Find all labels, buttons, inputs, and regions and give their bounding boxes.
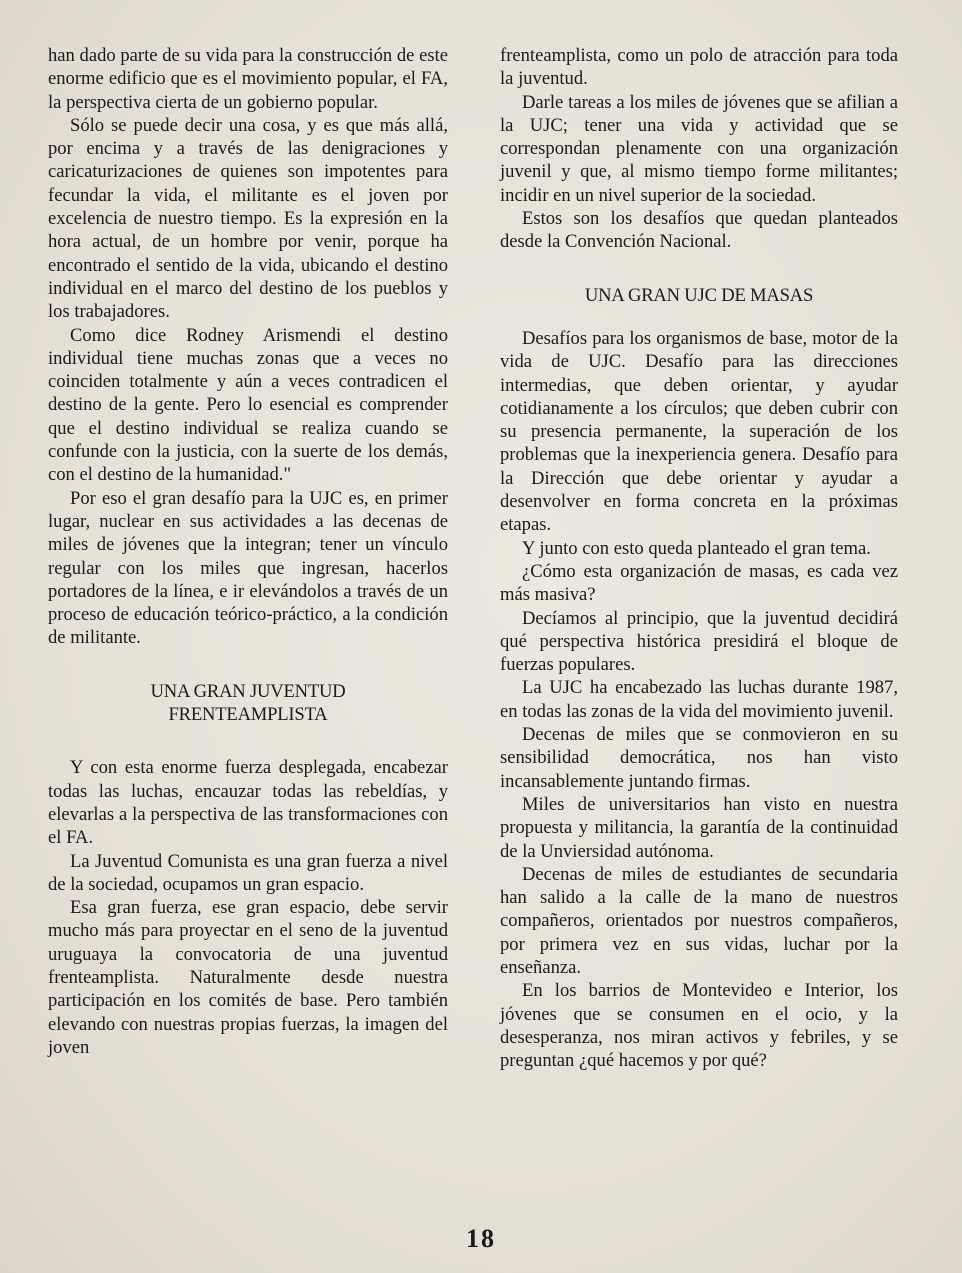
paragraph: La Juventud Comunista es una gran fuerza a nivel de la sociedad, ocupamos un gran espacio. [48, 850, 448, 895]
paragraph: frenteamplista, como un polo de atracción para toda la juventud. [500, 45, 898, 90]
section-heading-ujc-masas: UNA GRAN UJC DE MASAS [584, 284, 814, 306]
paragraph: Miles de universitarios han visto en nuestra propuesta y militancia, la garantía de la continuidad de la Unviersidad autónoma. [500, 793, 898, 862]
paragraph: Darle tareas a los miles de jóvenes que se afilian a la UJC; tener una vida y actividad que se correspondan plenamente con una organización juvenil y que, al mismo tiempo forme militantes; incidir en un nivel superior de la sociedad. [500, 91, 898, 206]
paragraph: Como dice Rodney Arismendi el destino individual tiene muchas zonas que a veces no coinciden totalmente y aún a veces contradicen el destino de la gente. Pero lo esencial es comprender que el destino individual se realiza cuando se confunde con la justicia, con la suerte de los demás, con el destino de la humanidad." [48, 324, 448, 486]
paragraph: Decenas de miles que se conmovieron en su sensibilidad democrática, nos han visto incansablemente juntando firmas. [500, 724, 898, 792]
paragraph: Esa gran fuerza, ese gran espacio, debe servir mucho más para proyectar en el seno de la juventud uruguaya la convocatoria de una juventud frenteamplista. Naturalmente desde nuestra participación en los comités de base. Pero también elevando con nuestras propias fuerzas, la imagen del joven [48, 897, 448, 1058]
paragraph: Desafíos para los organismos de base, motor de la vida de UJC. Desafío para las direcciones intermedias, que deben orientar, y ayudar cotidianamente a los círculos; que deben cubrir con su presencia permanente, la superación de los problemas que la inexperiencia genera. Desafío para la Dirección que debe orientar y ayudar a desenvolver en forma concreta en la próximas etapas. [500, 327, 898, 536]
paragraph: Decíamos al principio, que la juventud decidirá qué perspectiva histórica presidirá el bloque de fuerzas populares. [500, 607, 898, 676]
page-number: 18 [466, 1224, 496, 1253]
heading-line: FRENTEAMPLISTA [168, 704, 328, 726]
paragraph: En los barrios de Montevideo e Interior, los jóvenes que se consumen en el ocio, y la desesperanza, nos miran activos y febriles, y se preguntan ¿qué hacemos y por qué? [500, 980, 898, 1072]
paragraph: Por eso el gran desafío para la UJC es, en primer lugar, nuclear en sus actividades a las decenas de miles de jóvenes que la integran; tener un vínculo regular con los miles que ingresan, hacerlos portadores de la línea, e ir elevándolos a través de un proceso de educación teórico-práctico, a la condición de militante. [48, 487, 448, 649]
paragraph: Y con esta enorme fuerza desplegada, encabezar todas las luchas, encauzar todas las rebeldías, y elevarlas a la perspectiva de las transformaciones con el FA. [48, 757, 448, 849]
paragraph: Estos son los desafíos que quedan planteados desde la Convención Nacional. [500, 208, 898, 253]
left-column [48, 44, 448, 1059]
paragraph: han dado parte de su vida para la construcción de este enorme edificio que es el movimiento popular, el FA, la perspectiva cierta de un gobierno popular. [48, 45, 448, 113]
paragraph: Decenas de miles de estudiantes de secundaria han salido a la calle de la mano de nuestros compañeros, orientados por nuestros compañeros, por primera vez en sus vidas, luchar por la enseñanza. [500, 863, 898, 978]
paragraph: Y junto con esto queda planteado el gran tema. [522, 537, 871, 559]
heading-line: UNA GRAN JUVENTUD [150, 680, 346, 702]
right-column [500, 44, 898, 1072]
paragraph: ¿Cómo esta organización de masas, es cada vez más masiva? [500, 560, 898, 606]
section-heading-juventud [48, 680, 448, 727]
paragraph: Sólo se puede decir una cosa, y es que más allá, por encima y a través de las denigraciones y caricaturizaciones de quienes son impotentes para fecundar la vida, el militante es el joven por excelencia de nuestro tiempo. Es la expresión en la hora actual, de un hombre por venir, porque ha encontrado el sentido de la vida, ubicando el destino individual en el marco del destino de los pueblos y los trabajadores. [48, 114, 448, 323]
paragraph: La UJC ha encabezado las luchas durante 1987, en todas las zonas de la vida del movimiento juvenil. [500, 677, 898, 722]
